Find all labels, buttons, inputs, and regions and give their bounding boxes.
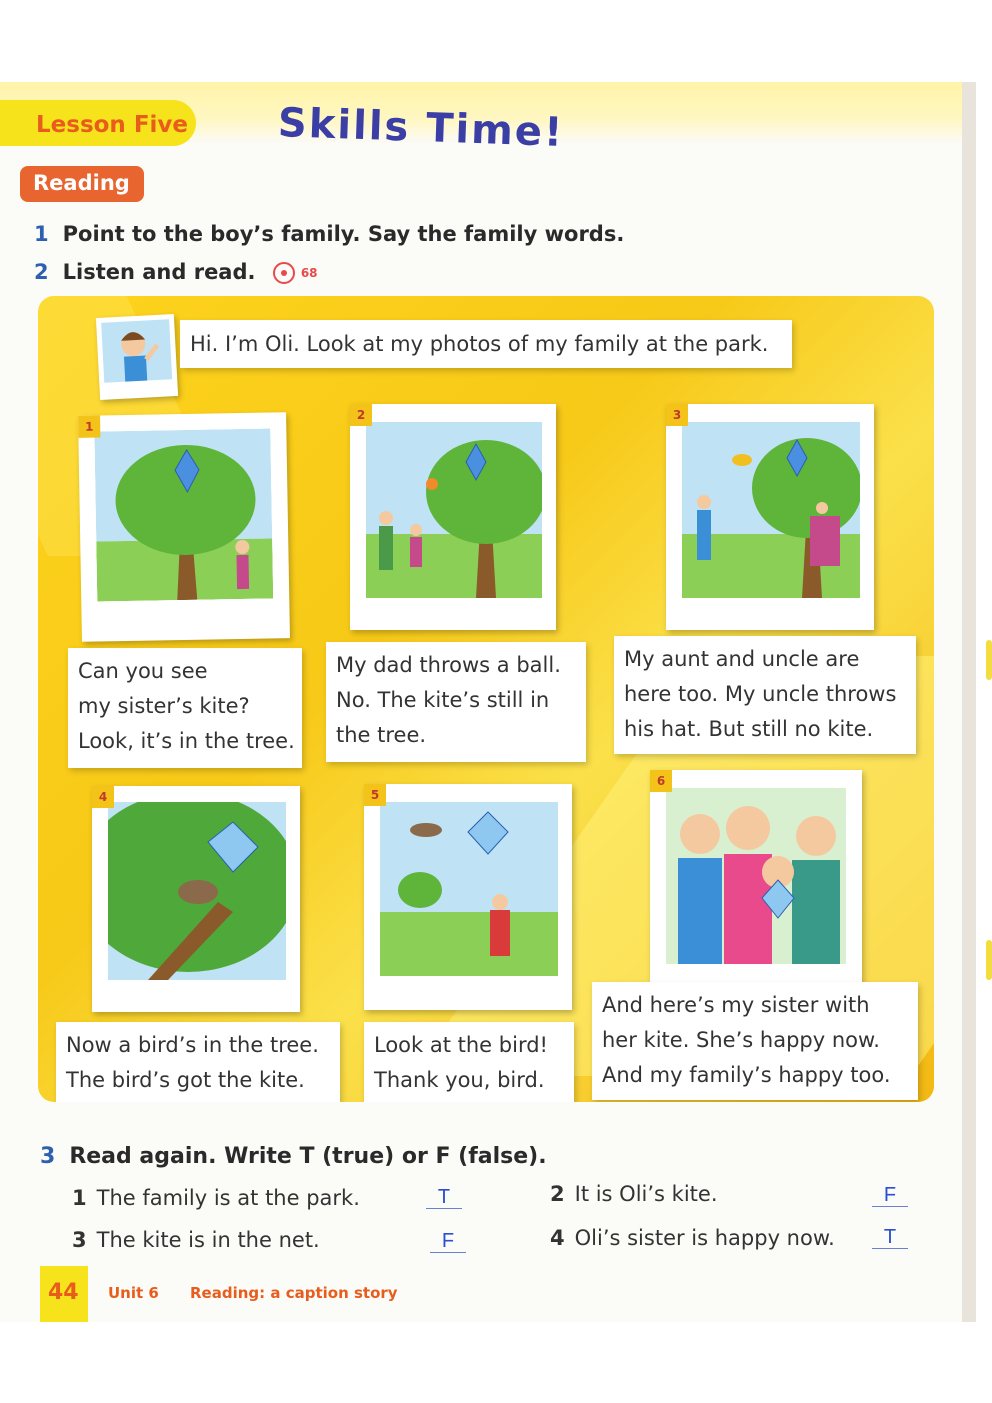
page-tab-marker [986,640,992,680]
page-edge [962,82,976,1322]
frame-number: 6 [650,770,672,792]
instruction-number: 1 [34,222,49,246]
caption-line: My dad throws a ball. [336,653,561,677]
caption-line: Now a bird’s in the tree. [66,1033,319,1057]
frame-number: 5 [364,784,386,806]
caption-3 [614,636,916,754]
instruction-1 [34,222,624,246]
page-title: Skills Time! [277,100,565,156]
frame-number: 1 [78,415,100,437]
photo-frame-4 [92,786,300,1012]
audio-track-number: 68 [300,266,318,280]
footer-unit: Unit 6 [108,1284,159,1302]
question-1 [72,1186,360,1210]
photo-frame-1 [78,412,290,642]
photo-image [108,802,286,980]
caption-line: Look at the bird! [374,1033,548,1057]
story-panel [38,296,934,1102]
caption-line: his hat. But still no kite. [624,717,874,741]
question-2 [550,1182,718,1206]
answer-field-1[interactable]: T [426,1186,462,1209]
section-label: Reading [33,171,130,195]
question-number: 4 [550,1226,565,1250]
question-text: It is Oli’s kite. [574,1182,718,1206]
intro-caption: Hi. I’m Oli. Look at my photos of my family at the park. [180,320,792,368]
caption-6 [592,982,918,1100]
question-text: The kite is in the net. [96,1228,320,1252]
photo-image [94,428,273,601]
oli-avatar [96,314,178,400]
caption-line: her kite. She’s happy now. [602,1028,880,1052]
question-number: 1 [72,1186,87,1210]
answer-field-2[interactable]: F [872,1184,908,1207]
caption-line: Can you see [78,659,208,683]
photo-frame-3 [666,404,874,630]
frame-number: 4 [92,786,114,808]
caption-line: Look, it’s in the tree. [78,729,295,753]
instruction-text: Point to the boy’s family. Say the family words. [62,222,625,246]
footer-topic: Reading: a caption story [190,1284,398,1302]
caption-4 [56,1022,340,1102]
caption-line: And my family’s happy too. [602,1063,891,1087]
caption-line: The bird’s got the kite. [66,1068,305,1092]
question-4 [550,1226,835,1250]
caption-line: Thank you, bird. [374,1068,545,1092]
caption-line: the tree. [336,723,427,747]
caption-line: No. The kite’s still in [336,688,550,712]
caption-2 [326,642,586,762]
photo-image [366,422,542,598]
photo-image [666,788,846,964]
page-tab-marker [986,940,992,980]
photo-frame-6 [650,770,862,986]
caption-5 [364,1022,574,1102]
answer-field-3[interactable]: F [430,1230,466,1253]
caption-line: my sister’s kite? [78,694,250,718]
page-number: 44 [48,1280,79,1305]
photo-image [682,422,860,598]
caption-line: here too. My uncle throws [624,682,897,706]
answer-field-4[interactable]: T [872,1226,908,1249]
exercise-instruction: Read again. Write T (true) or F (false). [69,1144,547,1169]
lesson-label: Lesson Five [36,112,189,138]
caption-line: And here’s my sister with [602,993,870,1017]
photo-frame-5 [364,784,572,1010]
caption-1 [68,648,302,768]
question-number: 3 [72,1228,87,1252]
photo-image [380,802,558,976]
question-number: 2 [550,1182,565,1206]
question-3 [72,1228,320,1252]
question-text: Oli’s sister is happy now. [574,1226,835,1250]
instruction-number: 2 [34,260,49,284]
caption-line: My aunt and uncle are [624,647,860,671]
page-number-box [40,1266,88,1322]
textbook-page [0,82,966,1322]
instruction-2 [34,260,318,284]
frame-number: 3 [666,404,688,426]
question-text: The family is at the park. [96,1186,360,1210]
frame-number: 2 [350,404,372,426]
photo-frame-2 [350,404,556,630]
exercise-3-heading [40,1144,547,1169]
audio-cd-icon[interactable] [273,262,295,284]
exercise-number: 3 [40,1144,56,1169]
instruction-text: Listen and read. [62,260,256,284]
